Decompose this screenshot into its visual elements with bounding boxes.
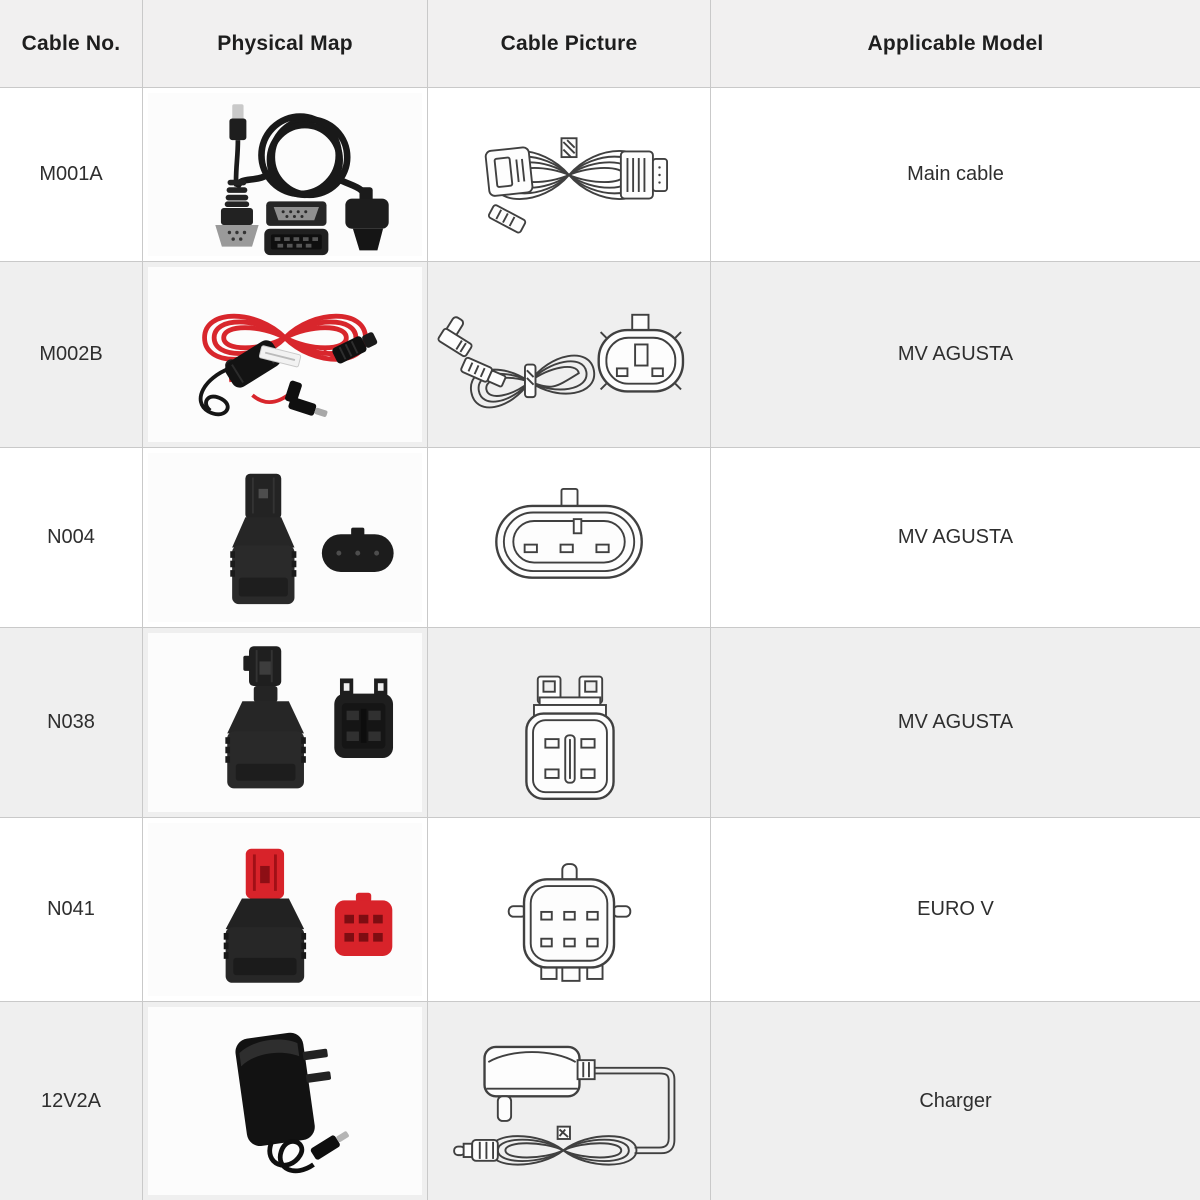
oval-3pin-connector-line-drawing: [434, 453, 705, 623]
cell-cable-no-m002b: [0, 262, 143, 448]
header-cable-no-label: Cable No.: [21, 31, 121, 55]
cell-cable-no-n004: [0, 448, 143, 628]
header-physical-map-label: Physical Map: [217, 31, 353, 55]
cell-applicable-model-12v2a: [711, 1002, 1200, 1200]
cell-applicable-model-n041: [711, 818, 1200, 1002]
main-cable-line-drawing: [434, 93, 705, 257]
cell-cable-no-12v2a: [0, 1002, 143, 1200]
cell-cable-picture-12v2a: [428, 1002, 711, 1200]
black-adapter-and-oval-3pin-connector-photo: [148, 453, 422, 622]
header-cable-picture: [428, 0, 711, 88]
cell-cable-picture-n041: [428, 818, 711, 1002]
cell-cable-picture-n038: [428, 628, 711, 818]
header-applicable-model-label: Applicable Model: [867, 31, 1044, 55]
applicable-model-12v2a: Charger: [919, 1089, 992, 1112]
applicable-model-n004: MV AGUSTA: [897, 526, 1014, 548]
cell-applicable-model-m001a: [711, 88, 1200, 262]
cell-cable-no-n041: [0, 818, 143, 1002]
cable-no-n004: N004: [47, 526, 95, 548]
header-physical-map: [143, 0, 428, 88]
cell-cable-picture-m002b: [428, 262, 711, 448]
applicable-model-m002b: MV AGUSTA: [897, 343, 1014, 365]
cell-physical-map-12v2a: [143, 1002, 428, 1200]
n041-photo-graphic: [149, 823, 422, 997]
n004-photo-graphic: [149, 453, 422, 623]
applicable-model-n038: MV AGUSTA: [897, 711, 1014, 733]
header-cable-no: [0, 0, 143, 88]
cell-physical-map-n004: [143, 448, 428, 628]
header-cable-picture-label: Cable Picture: [500, 31, 638, 55]
cable-no-n038: N038: [47, 711, 95, 733]
dc-cable-and-oval-connector-line-drawing: [434, 267, 705, 443]
cable-no-m002b: M002B: [39, 343, 103, 365]
cell-physical-map-n038: [143, 628, 428, 818]
applicable-model-n041: EURO V: [917, 898, 994, 920]
cell-cable-picture-n004: [428, 448, 711, 628]
cable-no-n041: N041: [47, 898, 95, 920]
cell-cable-picture-m001a: [428, 88, 711, 262]
main-cable-photo: [148, 93, 422, 256]
cell-applicable-model-n004: [711, 448, 1200, 628]
applicable-model-m001a: Main cable: [907, 163, 1004, 185]
cell-cable-no-n038: [0, 628, 143, 818]
black-adapter-and-red-6pin-connector-photo: [148, 823, 422, 996]
cell-applicable-model-n038: [711, 628, 1200, 818]
cell-cable-no-m001a: [0, 88, 143, 262]
cable-no-12v2a: 12V2A: [40, 1089, 102, 1112]
red-power-cable-photo-graphic: [149, 267, 422, 443]
wall-charger-line-drawing: [434, 1007, 705, 1195]
black-adapter-and-square-4pin-connector-photo: [148, 633, 422, 812]
red-power-cable-photo: [148, 267, 422, 442]
cell-physical-map-m001a: [143, 88, 428, 262]
n038-photo-graphic: [149, 633, 422, 813]
main-cable-photo-graphic: [149, 93, 422, 257]
cell-physical-map-n041: [143, 818, 428, 1002]
12v2a-photo-graphic: [149, 1007, 422, 1195]
cell-applicable-model-m002b: [711, 262, 1200, 448]
wall-charger-photo: [148, 1007, 422, 1195]
cable-no-m001a: M001A: [39, 163, 103, 185]
header-applicable-model: [711, 0, 1200, 88]
cell-physical-map-m002b: [143, 262, 428, 448]
square-4pin-connector-line-drawing: [434, 633, 705, 813]
square-6pin-connector-line-drawing: [434, 823, 705, 997]
